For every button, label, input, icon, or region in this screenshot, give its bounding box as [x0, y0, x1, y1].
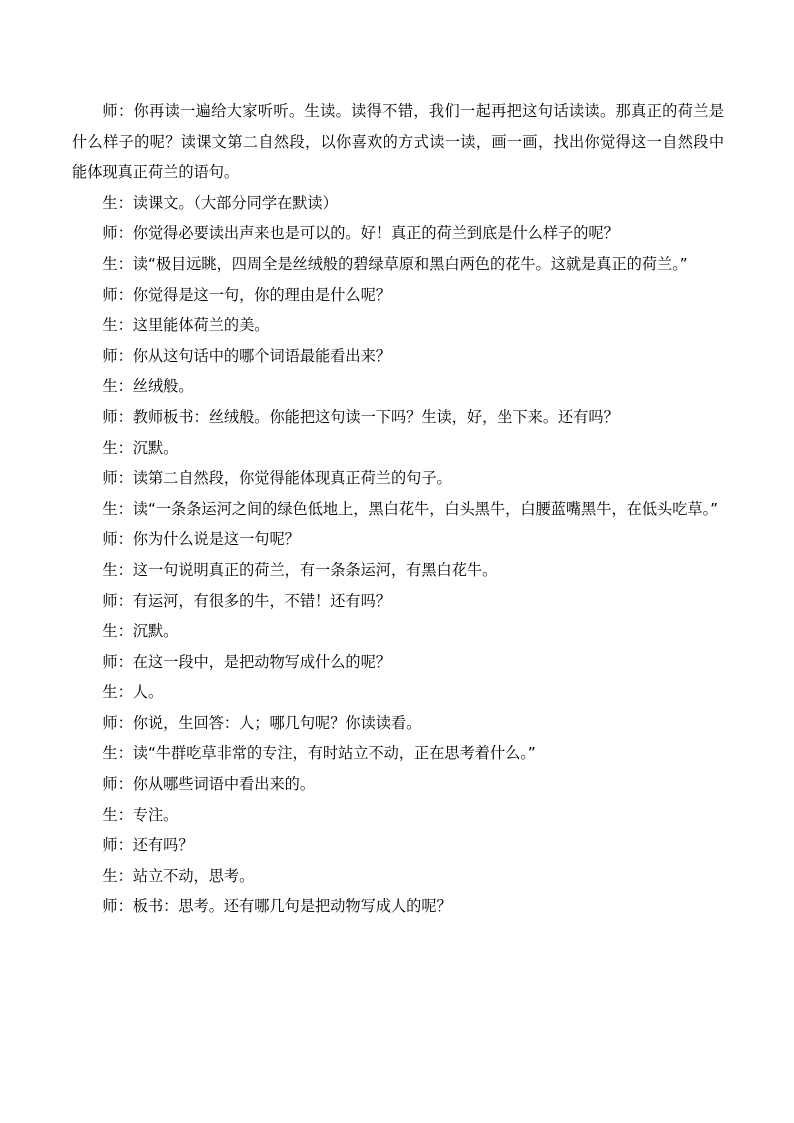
paragraph: 生：沉默。: [102, 438, 179, 457]
paragraph: 生：这里能体荷兰的美。: [102, 316, 270, 335]
paragraph: 师：你再读一遍给大家听听。生读。读得不错，我们一起再把这句话读读。那真正的荷兰是什么样子的呢？读课文第二自然段，以你喜欢的方式读一读，画一画，找出你觉得这一自然段中能体现真正荷兰的语句。: [72, 102, 724, 182]
paragraph: 师：你说，生回答：人；哪几句呢？你读读看。: [102, 713, 422, 732]
paragraph: 师：你从哪些词语中看出来的。: [102, 775, 316, 794]
paragraph: 师：板书：思考。还有哪几句是把动物写成人的呢？: [102, 897, 452, 916]
paragraph: 师：有运河，有很多的牛，不错！还有吗？: [102, 591, 391, 610]
paragraph: 师：还有吗？: [102, 836, 194, 855]
paragraph: 师：在这一段中，是把动物写成什么的呢？: [102, 652, 391, 671]
paragraph: 师：教师板书：丝绒般。你能把这句读一下吗？生读，好，坐下来。还有吗？: [102, 407, 619, 426]
paragraph: 生：站立不动，思考。: [102, 866, 255, 885]
paragraph: 师：你觉得必要读出声来也是可以的。好！真正的荷兰到底是什么样子的呢？: [102, 224, 619, 243]
paragraph: 师：你觉得是这一句，你的理由是什么呢？: [102, 285, 391, 304]
paragraph: 生：沉默。: [102, 622, 179, 641]
paragraph: 生：读课文。（大部分同学在默读）: [102, 193, 338, 212]
paragraph: 生：读“牛群吃草非常的专注，有时站立不动，正在思考着什么。”: [102, 744, 536, 763]
paragraph: 生：读“极目远眺，四周全是丝绒般的碧绿草原和黑白两色的花牛。这就是真正的荷兰。”: [102, 254, 688, 273]
paragraph: 师：你为什么说是这一句呢？: [102, 530, 300, 549]
paragraph: 师：你从这句话中的哪个词语最能看出来？: [102, 346, 391, 365]
paragraph: 生：这一句说明真正的荷兰，有一条条运河，有黑白花牛。: [102, 560, 498, 579]
paragraph: 生：丝绒般。: [102, 377, 194, 396]
paragraph: 生：专注。: [102, 805, 179, 824]
paragraph: 生：人。: [102, 683, 164, 702]
paragraph: 师：读第二自然段，你觉得能体现真正荷兰的句子。: [102, 469, 452, 488]
document-body: [72, 96, 724, 922]
paragraph: 生：读“一条条运河之间的绿色低地上，黑白花牛，白头黑牛，白腰蓝嘴黑牛，在低头吃草。”: [102, 499, 719, 518]
